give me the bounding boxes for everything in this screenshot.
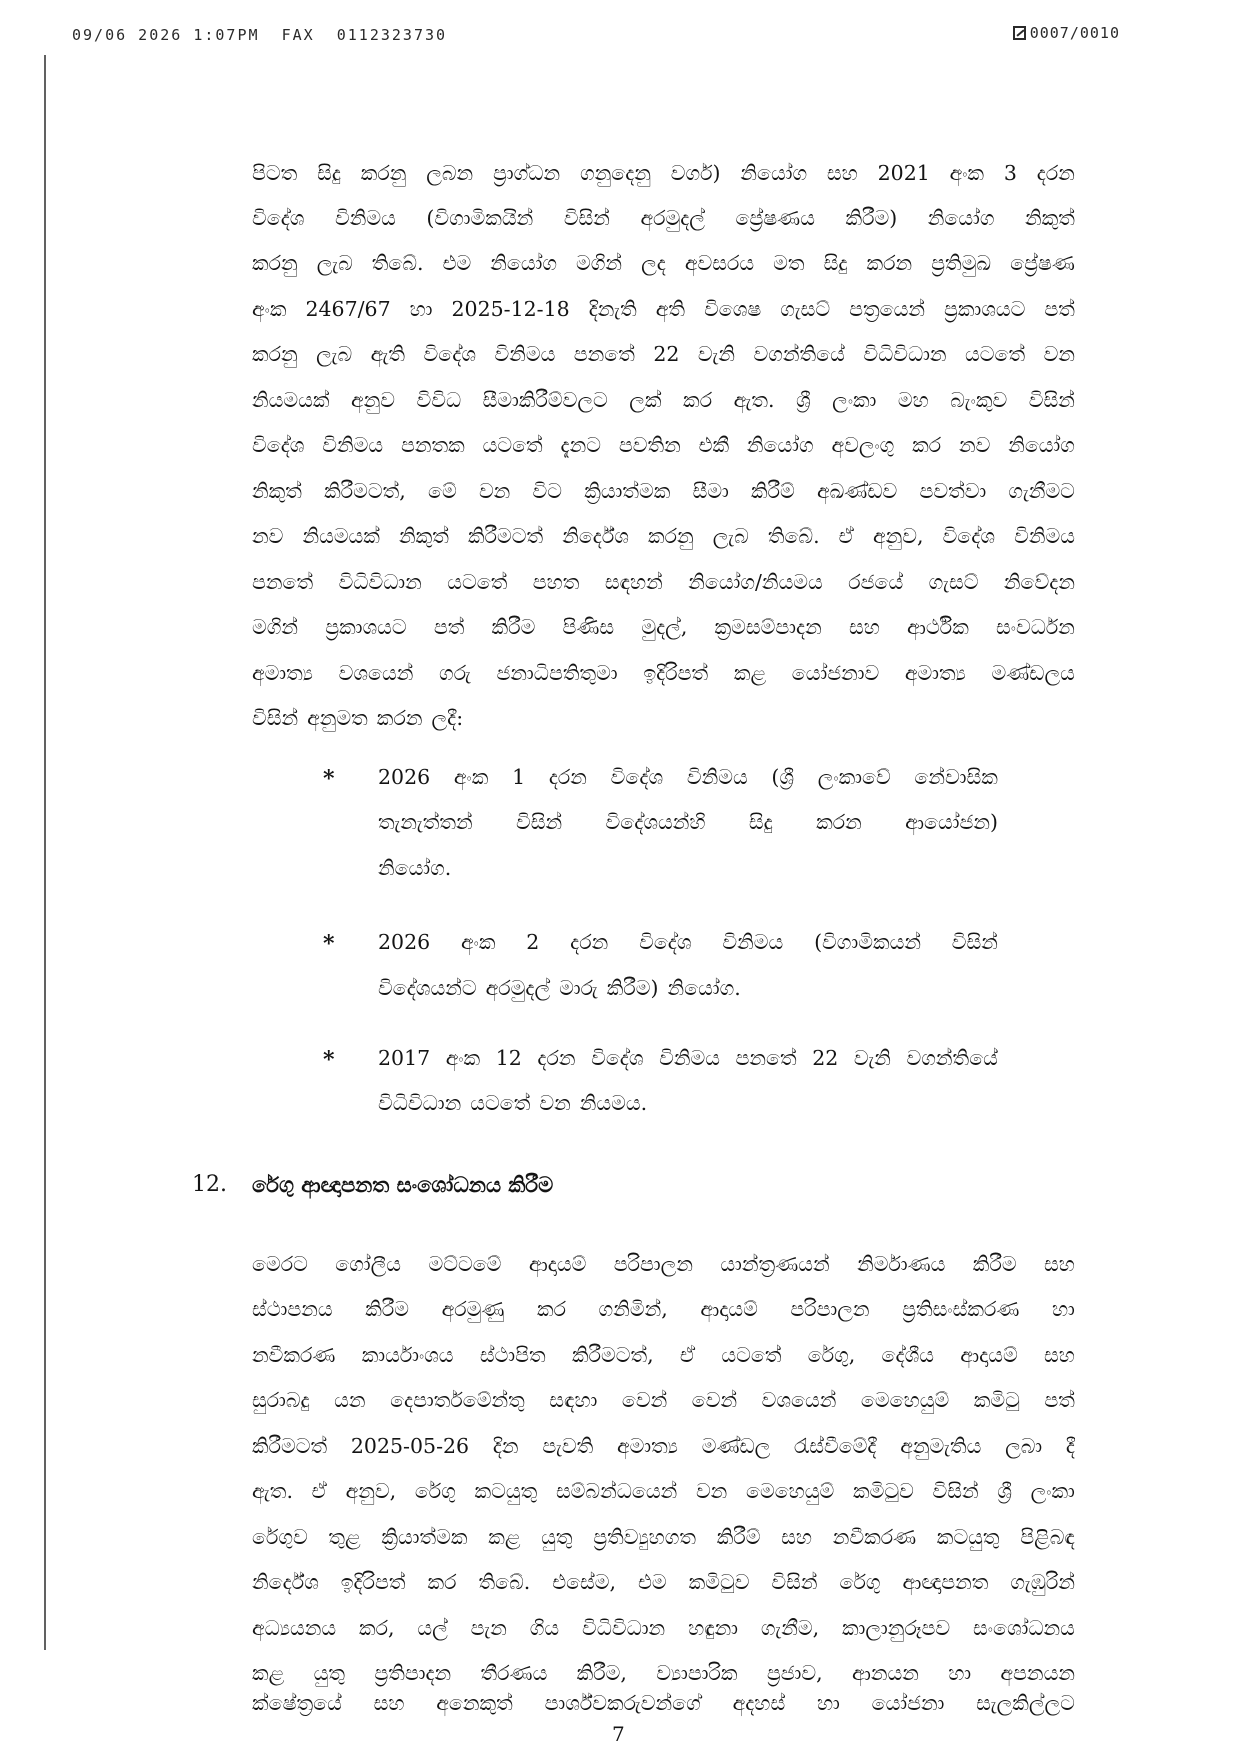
bullet-line: නියෝග. — [378, 855, 452, 880]
bullet-line: 2017 අංක 12 දරන විදේශ විනිමය පනතේ 22 වැනි වගන්තියේ — [378, 1045, 998, 1070]
bullet-line: විදේශයන්ට අරමුදල් මාරු කිරීම) නියෝග. — [378, 975, 741, 1000]
paragraph-line: නිර්දේශ ඉදිරිපත් කර තිබේ. එසේම, එම කමිටුව විසින් රේගු ආඥාපනත ගැඹුරින් — [252, 1569, 1075, 1594]
paragraph-line: නිකුත් කිරීමටත්, මේ වන විට ක්‍රියාත්මක සීමා කිරීම් අඛණ්ඩව පවත්වා ගැනීමට — [252, 478, 1075, 503]
paragraph-line: කිරීමටත් 2025-05-26 දින පැවති අමාත්‍ය මණ්ඩල රැස්වීමේදී අනුමැතිය ලබා දී — [252, 1433, 1075, 1458]
paragraph-line: මෙරට ගෝලීය මට්ටමේ ආදායම් පරිපාලන යාන්ත්‍රණයන් නිර්මාණය කිරීම සහ — [252, 1251, 1075, 1276]
fax-page-counter: 0007/0010 — [1029, 24, 1120, 42]
paragraph-line: නව නියමයක් නිකුත් කිරීමටත් නිර්දේශ කරනු ලැබ තිබේ. ඒ අනුව, විදේශ විනිමය — [252, 523, 1075, 548]
bullet-line: තැනැත්තන් විසින් විදේශයන්හි සිදු කරන ආයෝජන) — [378, 809, 998, 834]
paragraph-line: ක්ෂේත්‍රයේ සහ අනෙකුත් පාර්ශ්වකරුවන්ගේ අදහස් හා යෝජනා සැලකිල්ලට — [252, 1690, 1075, 1715]
section-number: 12. — [192, 1172, 227, 1197]
scan-edge-line — [44, 55, 46, 1650]
paragraph-line: ඇත. ඒ අනුව, රේගු කටයුතු සම්බන්ධයෙන් වන මෙහෙයුම් කමිටුව විසින් ශ්‍රී ලංකා — [252, 1478, 1075, 1503]
paragraph-line: අංක 2467/67 හා 2025-12-18 දිනැති අති විශෙෂ ගැසට් පත්‍රයෙන් ප්‍රකාශයට පත් — [252, 296, 1075, 321]
paragraph-line: අධ්‍යයනය කර, යල් පැන ගිය විධිවිධාන හඳුනා ගැනීම, කාලානුරූපව සංශෝධනය — [252, 1615, 1075, 1640]
paragraph-line: නියමයක් අනුව විවිධ සීමාකිරීම්වලට ලක් කර ඇත. ශ්‍රී ලංකා මහ බැංකුව විසින් — [252, 387, 1075, 412]
paragraph-line: අමාත්‍ය වශයෙන් ගරු ජනාධිපතිතුමා ඉදිරිපත් කළ යෝජනාව අමාත්‍ය මණ්ඩලය — [252, 660, 1075, 685]
paragraph-line: රේගුව තුළ ක්‍රියාත්මක කළ යුතු ප්‍රතිව්‍යුහගත කිරීම් සහ නවීකරණ කටයුතු පිළිබඳ — [252, 1524, 1075, 1549]
bullet-marker: * — [323, 766, 335, 792]
section-title: රේගු ආඥාපනත සංශෝධනය කිරීම — [252, 1172, 554, 1197]
paragraph-line: විදේශ විනිමය (විගාමිකයින් විසින් අරමුදල් ප්‍රේෂණය කිරීම) නියෝග නිකුත් — [252, 205, 1075, 230]
paragraph-line: සුරාබදු යන දෙපාර්තමේන්තු සඳහා වෙන් වෙන් වශයෙන් මෙහෙයුම් කමිටු පත් — [252, 1387, 1075, 1412]
paragraph-line: කරනු ලැබ ඇති විදේශ විනිමය පනතේ 22 වැනි වගන්තියේ විධිවිධාන යටතේ වන — [252, 341, 1075, 366]
bullet-marker: * — [323, 1047, 335, 1073]
fax-page-icon — [1013, 26, 1026, 40]
bullet-line: 2026 අංක 1 දරන විදේශ විනිමය (ශ්‍රී ලංකාවේ නේවාසික — [378, 764, 998, 789]
paragraph-line: පිටත සිදු කරනු ලබන ප්‍රාග්ධන ගනුදෙනු වර්ග) නියෝග සහ 2021 අංක 3 දරන — [252, 160, 1075, 185]
bullet-line: 2026 අංක 2 දරන විදේශ විනිමය (විගාමිකයන් විසින් — [378, 929, 998, 954]
paragraph-line: කළ යුතු ප්‍රතිපාදන තීරණය කිරීම, ව්‍යාපාරික ප්‍රජාව, ආනයන හා අපනයන — [252, 1660, 1075, 1685]
paragraph-line: විදේශ විනිමය පනතක යටතේ දැනට පවතින එකී නියෝග අවලංගු කර නව නියෝග — [252, 432, 1075, 457]
bullet-line: විධිවිධාන යටතේ වන නියමය. — [378, 1090, 648, 1115]
paragraph-line: විසින් අනුමත කරන ලදී: — [252, 705, 464, 730]
bullet-marker: * — [323, 931, 335, 957]
paragraph-line: නවීකරණ කාර්යාංශය ස්ථාපිත කිරීමටත්, ඒ යටතේ රේගු, දේශීය ආදායම් සහ — [252, 1342, 1075, 1367]
page-number: 7 — [612, 1722, 625, 1746]
paragraph-line: පනතේ විධිවිධාන යටතේ පහත සඳහන් නියෝග/නියමය රජයේ ගැසට් නිවේදන — [252, 569, 1075, 594]
paragraph-line: ස්ථාපනය කිරීම අරමුණු කර ගනිමින්, ආදායම් පරිපාලන ප්‍රතිසංස්කරණ හා — [252, 1296, 1075, 1321]
fax-header-left: 09/06 2026 1:07PM FAX 0112323730 — [72, 26, 448, 44]
paragraph-line: කරනු ලැබ තිබේ. එම නියෝග මගින් ලද අවසරය මත සිදු කරන ප්‍රතිමුඛ ප්‍රේෂණ — [252, 250, 1075, 275]
fax-header-right — [1013, 24, 1120, 42]
paragraph-line: මගින් ප්‍රකාශයට පත් කිරීම පිණිස මුදල්, ක්‍රමසම්පාදන සහ ආර්ථික සංවර්ධන — [252, 614, 1075, 639]
